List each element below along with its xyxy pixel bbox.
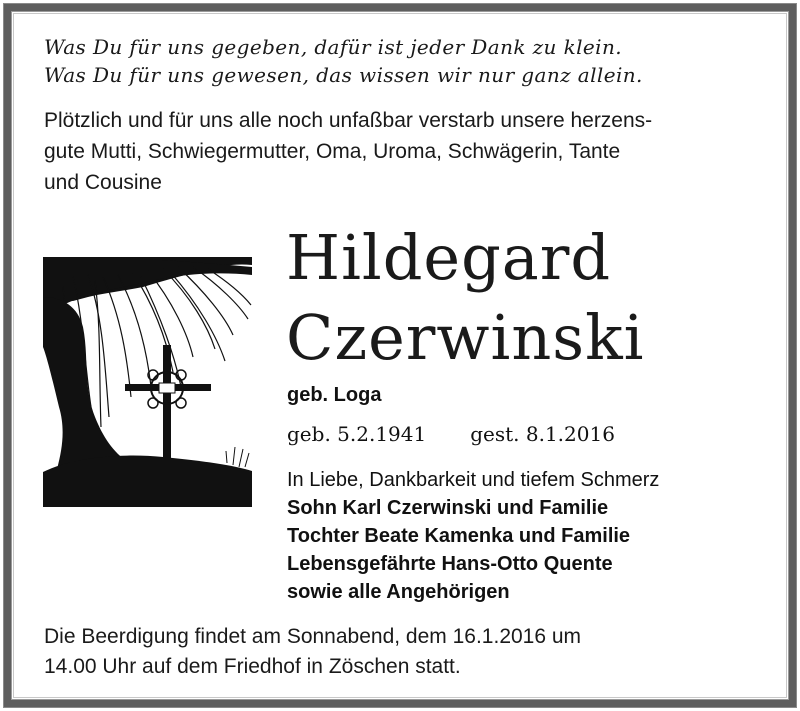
- memorial-poem: [44, 33, 643, 89]
- poem-line: Was Du für uns gewesen, das wissen wir nur ganz allein.: [44, 63, 643, 87]
- death-date: gest. 8.1.2016: [470, 422, 615, 446]
- announcement-line: und Cousine: [44, 171, 162, 194]
- death-announcement-text: [44, 105, 764, 198]
- deceased-name: [286, 218, 644, 378]
- life-dates: [287, 421, 615, 447]
- mourner-line: sowie alle Angehörigen: [287, 581, 510, 603]
- announcement-line: gute Mutti, Schwiegermutter, Oma, Uroma, Schwägerin, Tante: [44, 140, 621, 163]
- mourners-intro: In Liebe, Dankbarkeit und tiefem Schmerz: [287, 469, 660, 491]
- funeral-details: [44, 622, 764, 682]
- mourner-line: Tochter Beate Kamenka und Familie: [287, 525, 631, 547]
- last-name: Czerwinski: [286, 301, 645, 374]
- maiden-name: geb. Loga: [287, 384, 382, 406]
- funeral-line: 14.00 Uhr auf dem Friedhof in Zöschen statt.: [44, 655, 461, 678]
- poem-line: Was Du für uns gegeben, dafür ist jeder Dank zu klein.: [44, 35, 622, 59]
- mourner-line: Lebensgefährte Hans-Otto Quente: [287, 553, 613, 575]
- first-name: Hildegard: [286, 221, 612, 294]
- birth-date: geb. 5.2.1941: [287, 422, 427, 446]
- announcement-line: Plötzlich und für uns alle noch unfaßbar verstarb unsere herzens-: [44, 109, 653, 132]
- funeral-line: Die Beerdigung findet am Sonnabend, dem 16.1.2016 um: [44, 625, 582, 648]
- weeping-willow-cross-icon: [43, 257, 252, 507]
- mourner-line: Sohn Karl Czerwinski und Familie: [287, 497, 609, 519]
- mourners-block: [287, 466, 659, 606]
